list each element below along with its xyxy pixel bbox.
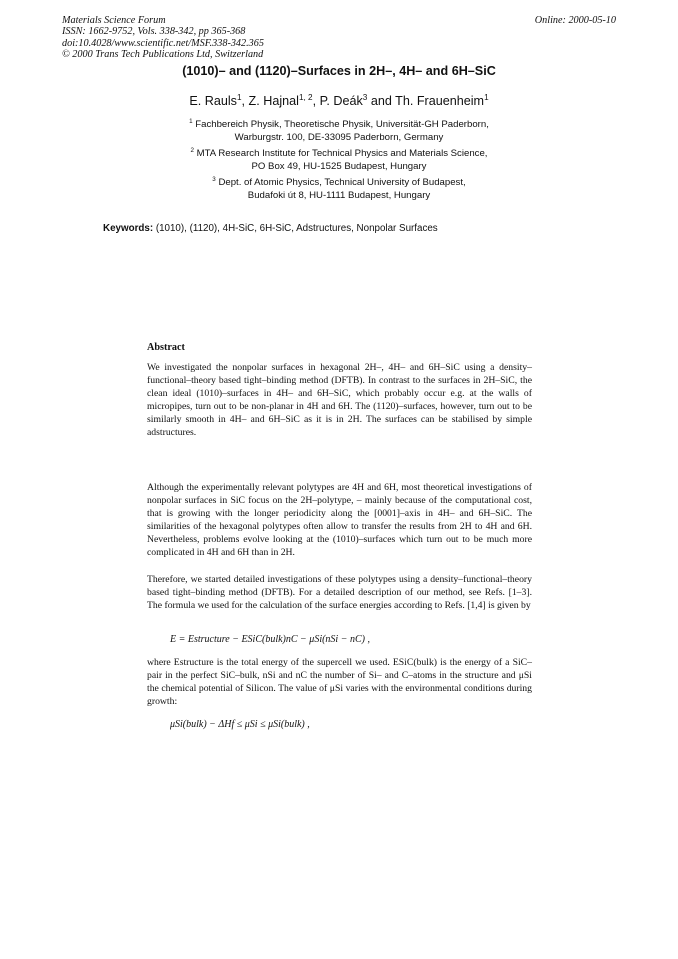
author: E. Rauls$^1$, [189, 92, 249, 108]
affiliation: $^2$ MTA Research Institute for Technical Physics and Materials Science, PO Box 49, HU-1525 Budapest, Hungary [190, 146, 488, 172]
abstract-heading: Abstract [147, 342, 185, 353]
copyright-line: © 2000 Trans Tech Publications Ltd, Switzerland [62, 49, 264, 61]
keywords-text: (1010), (1120), 4H-SiC, 6H-SiC, Adstructures, Nonpolar Surfaces [155, 223, 438, 234]
author-list [0, 94, 678, 108]
issn-line: ISSN: 1662-9752, Vols. 338-342, pp 365-368 [62, 26, 246, 38]
affiliation: $^3$ Dept. of Atomic Physics, Technical University of Budapest, Budafoki út 8, HU-1111 Budapest, Hungary [212, 175, 466, 201]
keywords [103, 223, 438, 234]
paper-title: (1010)– and (1120)–Surfaces in 2H–, 4H– and 6H–SiC [182, 64, 496, 78]
abstract-text: We investigated the nonpolar surfaces in hexagonal 2H–, 4H– and 6H–SiC using a density–functional–theory based tight–binding method (DFTB). In contrast to the surfaces in 2H–SiC, the clean ideal (1010)–surfaces in 4H– and 6H–SiC, which probably occur e.g. at the walls of micropipes, turn out to be non-planar in 4H and 6H. The (1120)–surfaces, however, turn out to be similarly smooth in 4H– and 6H–SiC as it is in 2H. The surfaces can be stabilised by simple adstructures. [147, 362, 532, 438]
author: Z. Hajnal$^{1, 2}$, [248, 92, 320, 108]
doi-line: doi:10.4028/www.scientific.net/MSF.338-342.365 [62, 37, 264, 49]
journal-name: Materials Science Forum [62, 15, 166, 26]
equation-surface-energy: E = Estructure − ESiC(bulk)nC − μSi(nSi − nC) , [170, 634, 370, 645]
author: Th. Frauenheim$^1$ [395, 92, 489, 108]
equation-chemical-potential: μSi(bulk) − ΔHf ≤ μSi ≤ μSi(bulk) , [170, 719, 310, 730]
affiliation: $^1$ Fachbereich Physik, Theoretische Physik, Universität-GH Paderborn, Warburgstr. 100, DE-33095 Paderborn, Germany [189, 117, 489, 143]
online-date: Online: 2000-05-10 [534, 15, 616, 26]
keywords-label: Keywords: [103, 223, 154, 234]
journal-header [62, 15, 264, 61]
body-paragraph: Although the experimentally relevant polytypes are 4H and 6H, most theoretical investigations of nonpolar surfaces in SiC focus on the 2H–polytype, – mainly because of the computational cost, that is growing with the longer periodicity along the [0001]–axis in 4H– and 6H–SiC. The similarities of the hexagonal polytypes often allow to transfer the results from 2H to 4H and 6H. Nevertheless, problems evolve looking at the (1010)–surfaces which turn out to be much more complicated in 4H and 6H than in 2H. [147, 482, 532, 558]
body-paragraph: Therefore, we started detailed investigations of these polytypes using a density–functional–theory based tight–binding method (DFTB). For a detailed description of our method, see Refs. [1–3]. The formula we used for the calculation of the surface energies according to Refs. [1,4] is given by [147, 574, 532, 611]
body-paragraph: where Estructure is the total energy of the supercell we used. ESiC(bulk) is the energy of a SiC–pair in the perfect SiC–bulk, nSi and nC the number of Si– and C–atoms in the structure and μSi the chemical potential of Silicon. The value of μSi varies with the environmental conditions during growth: [147, 657, 532, 707]
author: P. Deák$^3$ and [319, 92, 396, 108]
